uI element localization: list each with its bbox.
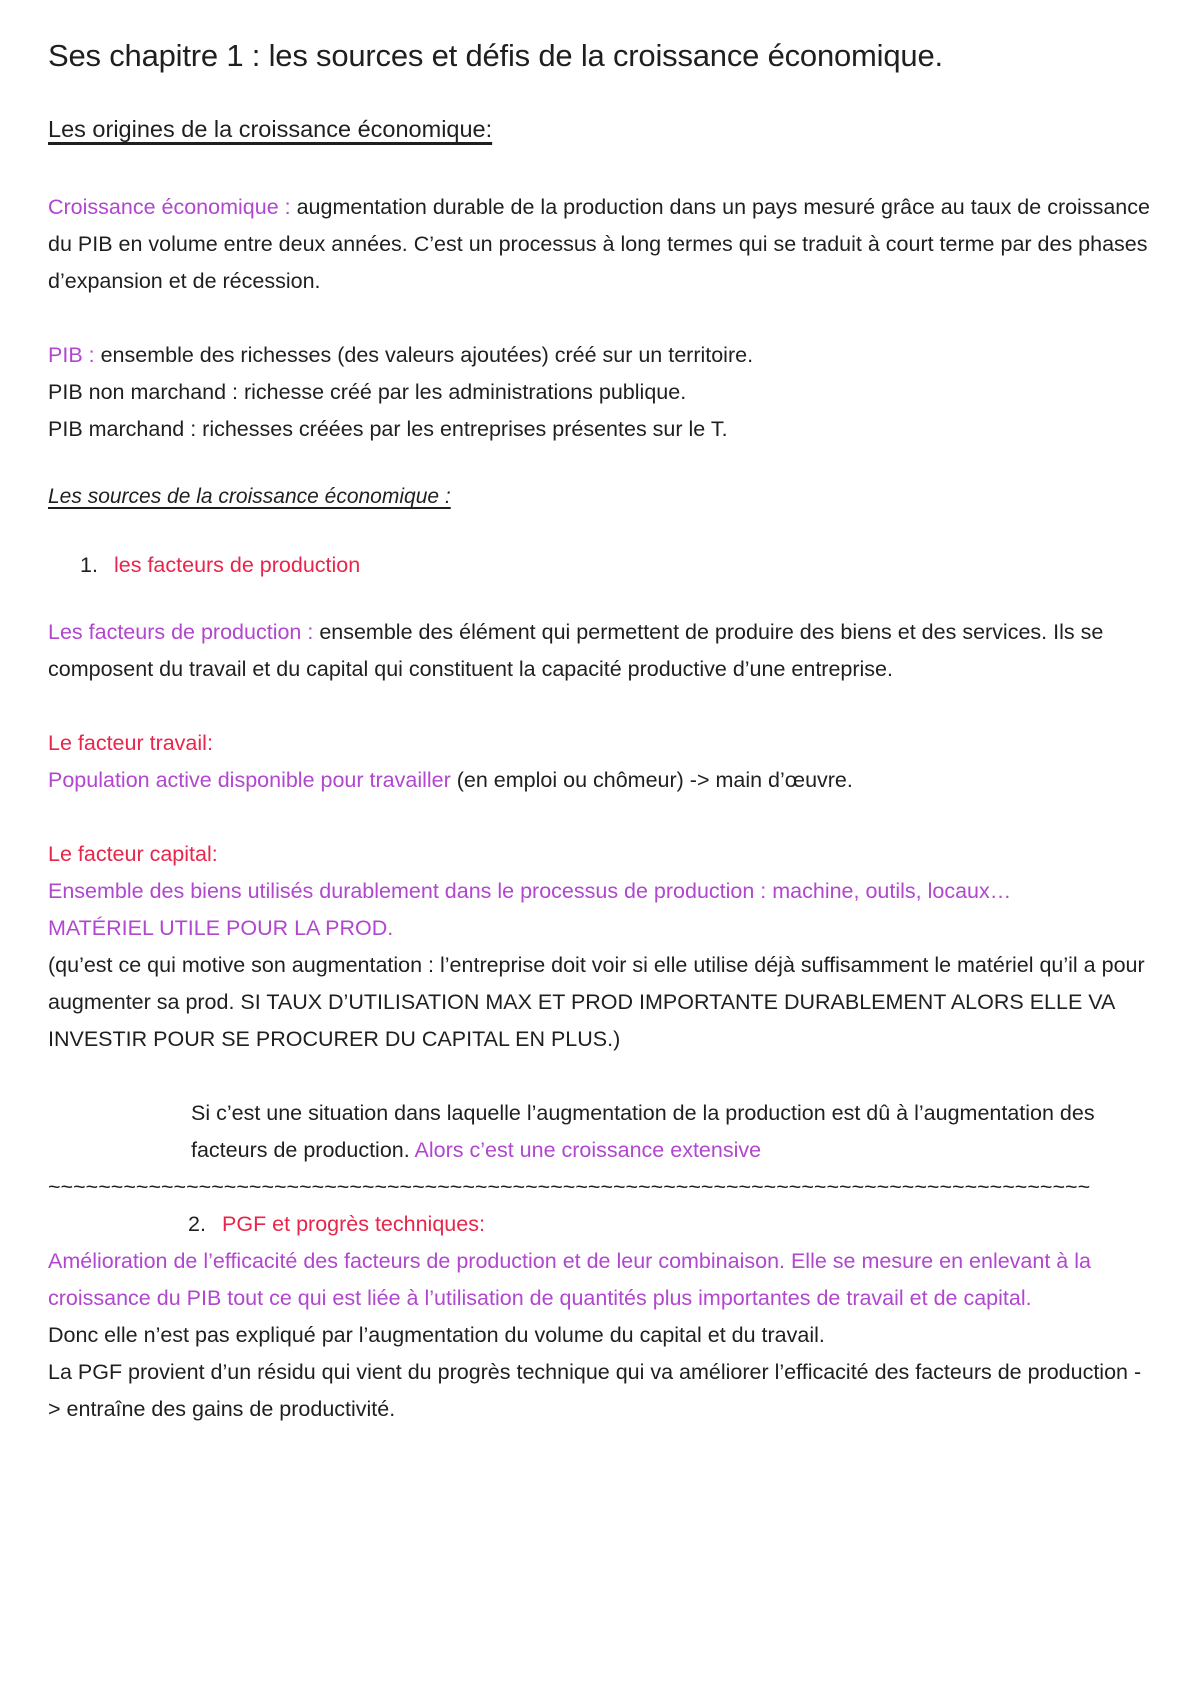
definition-croissance	[48, 189, 1152, 300]
list-item-facteurs	[48, 547, 1152, 584]
pib-marchand: PIB marchand : richesses créées par les entreprises présentes sur le T.	[48, 417, 728, 441]
list-label: PGF et progrès techniques:	[222, 1212, 485, 1236]
page-title: Ses chapitre 1 : les sources et défis de la croissance économique.	[48, 38, 943, 73]
term-croissance: Croissance économique :	[48, 195, 291, 219]
pgf-line-3: La PGF provient d’un résidu qui vient du progrès technique qui va améliorer l’efficacité des facteurs de production -> entraîne des gains de productivité.	[48, 1360, 1142, 1421]
term-travail: Population active disponible pour travailler	[48, 768, 451, 792]
capital-note: (qu’est ce qui motive son augmentation : l’entreprise doit voir si elle utilise déjà suffisamment le matériel qu’il a pour augmenter sa prod. SI TAUX D’UTILISATION MAX ET PROD IMPORTANTE DURABLEMENT ALORS ELLE VA INVESTIR POUR SE PROCURER DU CAPITAL EN PLUS.)	[48, 953, 1145, 1051]
list-item-pgf	[48, 1206, 1152, 1243]
section-heading-origines: Les origines de la croissance économique:	[48, 116, 493, 142]
pgf-line-2: Donc elle n’est pas expliqué par l’augmentation du volume du capital et du travail.	[48, 1323, 825, 1347]
croissance-extensive	[48, 1095, 1152, 1169]
list-number: 1.	[80, 553, 98, 577]
text-croissance: augmentation durable de la production dans un pays mesuré grâce au taux de croissance du PIB en volume entre deux années. C’est un processus à long termes qui se traduit à court terme par des phases d’expansion et de récession.	[48, 195, 1150, 293]
section-heading-sources: Les sources de la croissance économique :	[48, 485, 451, 508]
list-number: 2.	[188, 1212, 206, 1236]
definition-pgf: Amélioration de l’efficacité des facteurs de production et de leur combinaison. Elle se mesure en enlevant à la croissance du PIB tout ce qui est liée à l’utilisation de quantités plus importantes de travail et de capital.	[48, 1249, 1091, 1310]
heading-facteur-travail: Le facteur travail:	[48, 731, 213, 755]
list-label: les facteurs de production	[114, 553, 361, 577]
pib-non-marchand: PIB non marchand : richesse créé par les administrations publique.	[48, 380, 687, 404]
text-extensive: Si c’est une situation dans laquelle l’augmentation de la production est dû à l’augmentation des facteurs de production.	[191, 1101, 1095, 1162]
heading-facteur-capital: Le facteur capital:	[48, 842, 218, 866]
definition-travail	[48, 762, 1152, 799]
text-pib: ensemble des richesses (des valeurs ajoutées) créé sur un territoire.	[94, 343, 754, 367]
capital-caps-note: MATÉRIEL UTILE POUR LA PROD.	[48, 916, 394, 940]
highlight-extensive: Alors c’est une croissance extensive	[414, 1138, 762, 1162]
text-travail: (en emploi ou chômeur) -> main d’œuvre.	[450, 768, 853, 792]
definition-facteurs	[48, 614, 1152, 688]
definition-capital: Ensemble des biens utilisés durablement dans le processus de production : machine, outils, locaux…	[48, 879, 1012, 903]
term-pib: PIB :	[48, 343, 95, 367]
text-facteurs: ensemble des élément qui permettent de produire des biens et des services. Ils se composent du travail et du capital qui constituent la capacité productive d’une entreprise.	[48, 620, 1104, 681]
separator-line: ~~~~~~~~~~~~~~~~~~~~~~~~~~~~~~~~~~~~~~~~~~~~~~~~~~~~~~~~~~~~~~~~~~~~~~~~~~~~~~~~~~~	[48, 1175, 1091, 1199]
definition-pib	[48, 337, 1152, 374]
term-facteurs: Les facteurs de production :	[48, 620, 320, 644]
